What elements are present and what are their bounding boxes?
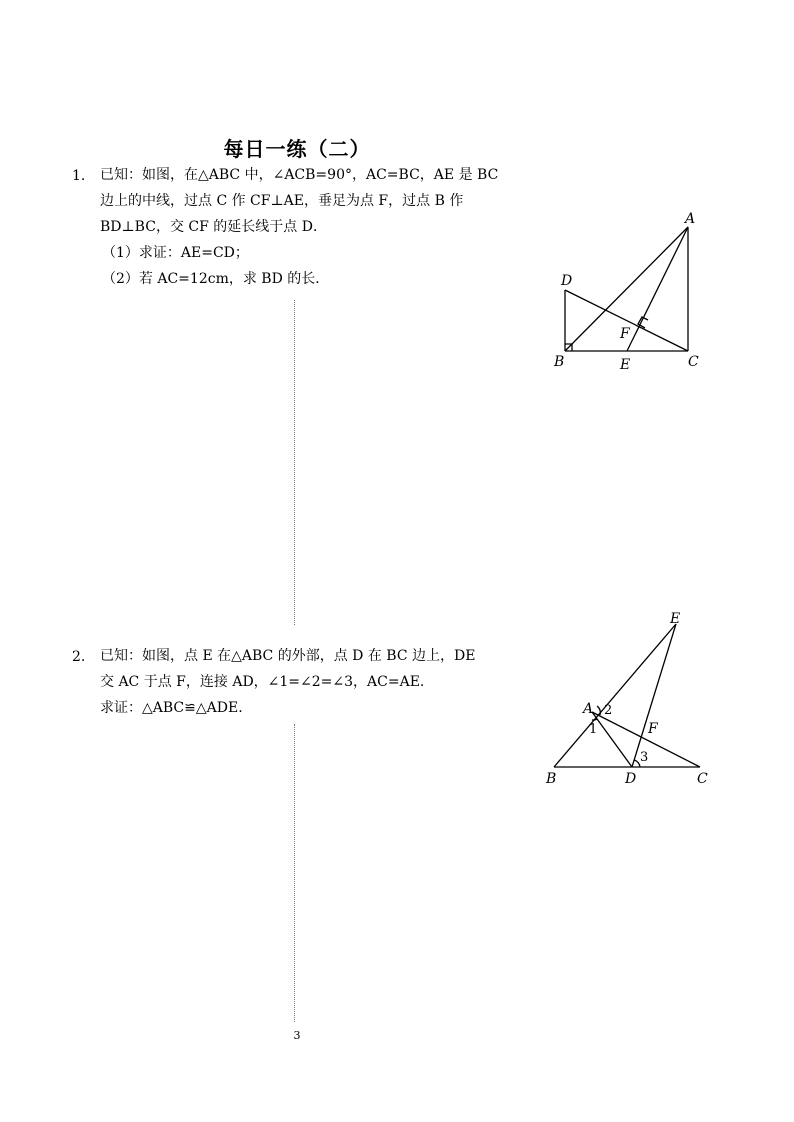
problem-2-line-2: 交 AC 于点 F，连接 AD，∠1=∠2=∠3，AC=AE. xyxy=(100,674,425,690)
problem-1-line-3: BD⊥BC，交 CF 的延长线于点 D． xyxy=(100,219,327,235)
label-C: C xyxy=(688,354,699,370)
label-D-2: D xyxy=(625,771,637,787)
label-D: D xyxy=(561,273,573,289)
problem-2-line-1: 已知：如图，点 E 在△ABC 的外部，点 D 在 BC 边上，DE xyxy=(100,648,476,664)
angle-label-2: 2 xyxy=(604,703,613,718)
label-F: F xyxy=(620,326,630,342)
label-B: B xyxy=(554,354,565,370)
label-C-2: C xyxy=(697,771,708,787)
label-E-2: E xyxy=(670,611,681,627)
angle-label-3: 3 xyxy=(640,750,649,765)
label-A-2: A xyxy=(583,701,594,717)
segment-DE xyxy=(632,624,676,767)
segment-AD xyxy=(592,712,632,767)
problem-1-line-1: 已知：如图，在△ABC 中，∠ACB=90°，AC=BC，AE 是 BC xyxy=(100,167,499,183)
problem-1-line-2: 边上的中线，过点 C 作 CF⊥AE，垂足为点 F，过点 B 作 xyxy=(100,193,464,209)
label-A: A xyxy=(685,211,696,227)
label-E: E xyxy=(620,357,631,373)
problem-1-number: 1. xyxy=(72,168,86,184)
page-number: 3 xyxy=(293,1029,301,1042)
problem-1-part-1: （1）求证：AE=CD； xyxy=(102,245,249,261)
page-title: 每日一练（二） xyxy=(223,137,371,161)
label-F-2: F xyxy=(648,721,658,737)
problem-2-line-3: 求证：△ABC≌△ADE. xyxy=(100,700,243,716)
problem-1-part-2: （2）若 AC=12cm，求 BD 的长． xyxy=(102,271,330,287)
angle-label-1: 1 xyxy=(589,722,598,737)
problem-2-number: 2. xyxy=(72,649,86,665)
label-B-2: B xyxy=(546,771,557,787)
